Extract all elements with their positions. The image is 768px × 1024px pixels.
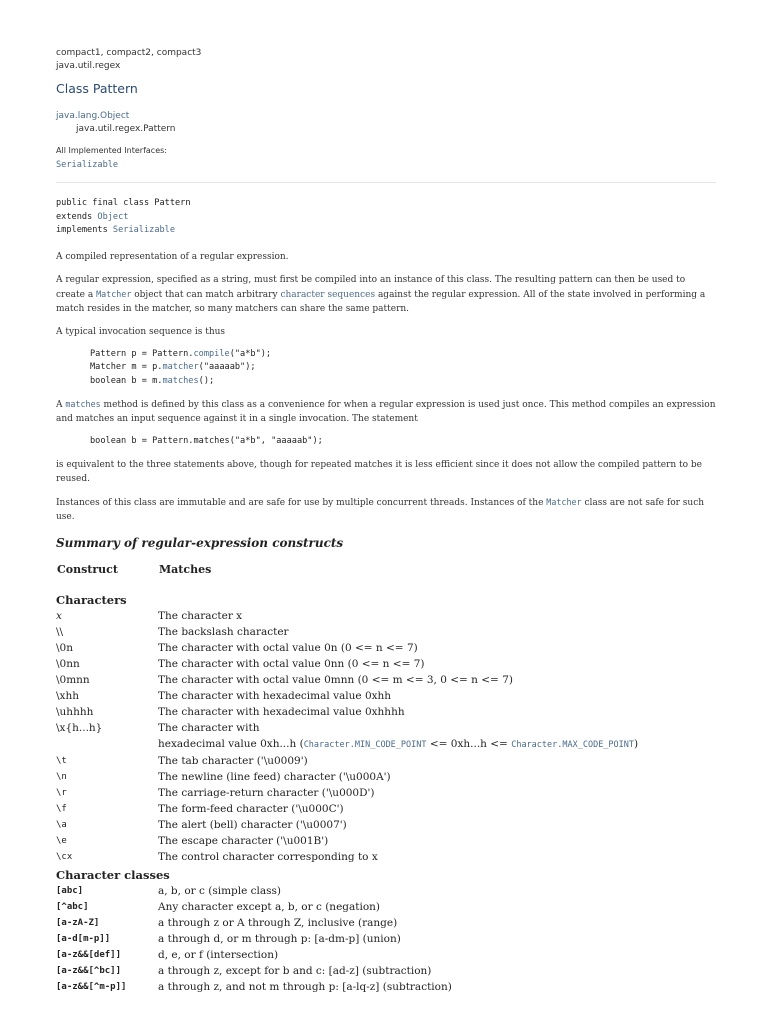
match-cell: The character with octal value 0n (0 <= n <= 7) bbox=[158, 641, 418, 654]
char-sequences-link[interactable]: character sequences bbox=[280, 289, 376, 300]
matches-link[interactable]: matches bbox=[65, 399, 101, 409]
table-row bbox=[56, 979, 716, 995]
match-cell: d, e, or f (intersection) bbox=[158, 948, 279, 961]
table-row bbox=[56, 931, 716, 947]
inheritance-tree bbox=[56, 110, 716, 136]
construct-cell: [^abc] bbox=[56, 901, 89, 912]
table-row bbox=[56, 801, 716, 817]
implements-serializable-link[interactable]: Serializable bbox=[112, 225, 176, 235]
code-example-2: boolean b = Pattern.matches("a*b", "aaaaab"); bbox=[90, 436, 323, 446]
construct-cell: \e bbox=[56, 835, 67, 846]
construct-cell: \0nn bbox=[56, 657, 80, 670]
match-text: <= 0xh...h <= bbox=[426, 737, 512, 750]
code1-l3-pre: boolean b = m. bbox=[90, 375, 163, 386]
code1-l1-post: ("a*b"); bbox=[229, 348, 272, 359]
construct-cell: \a bbox=[56, 819, 67, 830]
matcher-link[interactable]: Matcher bbox=[96, 288, 132, 299]
divider bbox=[56, 182, 716, 183]
match-cell: The alert (bell) character ('\u0007') bbox=[158, 818, 347, 831]
construct-cell: [a-d[m-p]] bbox=[56, 933, 111, 944]
desc-p5: is equivalent to the three statements above, though for repeated matches it is less efficient since it does not allow the compiled pattern to be reused. bbox=[56, 459, 702, 484]
table-row bbox=[56, 963, 716, 979]
code1-l1-pre: Pattern p = Pattern. bbox=[90, 348, 194, 359]
construct-cell: \n bbox=[56, 771, 67, 782]
code1-l2-post: ("aaaaab"); bbox=[198, 362, 256, 372]
match-cell: a through z or A through Z, inclusive (range) bbox=[158, 916, 398, 929]
match-line-2 bbox=[158, 736, 716, 753]
table-row bbox=[56, 849, 716, 865]
construct-cell: x bbox=[56, 609, 62, 622]
match-cell: The character with hexadecimal value 0xhhhh bbox=[158, 705, 405, 718]
table-row bbox=[56, 640, 716, 656]
desc-p2-text-a: A regular expression, specified as a string, must first be compiled into an instance of this class. The resulting pattern can then be used to create a bbox=[56, 274, 686, 300]
match-cell: Any character except a, b, or c (negation) bbox=[158, 900, 381, 913]
compile-link[interactable]: compile bbox=[193, 348, 230, 359]
construct-cell: [a-zA-Z] bbox=[56, 917, 100, 928]
classes-heading: Character classes bbox=[56, 867, 170, 882]
serializable-link[interactable]: Serializable bbox=[56, 160, 119, 170]
table-row bbox=[56, 720, 716, 753]
desc-p3: A typical invocation sequence is thus bbox=[56, 326, 226, 337]
match-cell: The form-feed character ('\u000C') bbox=[158, 802, 344, 815]
construct-cell: \\ bbox=[56, 625, 64, 638]
desc-p6-text-b: class are not safe for such use. bbox=[56, 497, 705, 522]
match-cell: a through d, or m through p: [a-dm-p] (union) bbox=[158, 932, 401, 945]
desc-p6-text-a: Instances of this class are immutable and are safe for use by multiple concurrent threads. Instances of the bbox=[56, 497, 547, 508]
desc-p4-text-b: method is defined by this class as a convenience for when a regular expression is used just once. This method compiles an expression and matches an input sequence against it in a single invocation. The statement bbox=[56, 400, 716, 424]
table-row bbox=[56, 915, 716, 931]
code1-l3-post: (); bbox=[198, 375, 215, 386]
construct-cell: \t bbox=[56, 755, 67, 766]
table-row bbox=[56, 899, 716, 915]
desc-p2-text-c: against the regular expression. All of the state involved in performing a match resides in the matcher, so many matchers can share the same pattern. bbox=[56, 289, 706, 314]
table-row bbox=[56, 688, 716, 704]
summary-heading: Summary of regular-expression constructs bbox=[56, 535, 344, 550]
construct-cell: \0n bbox=[56, 641, 73, 654]
construct-cell: [a-z&&[def]] bbox=[56, 949, 122, 960]
desc-p1: A compiled representation of a regular expression. bbox=[56, 251, 289, 262]
matcher-method-link[interactable]: matcher bbox=[162, 362, 199, 372]
decl-extends-kw: extends bbox=[56, 211, 98, 222]
match-cell: The backslash character bbox=[158, 625, 289, 638]
profiles-label: compact1, compact2, compact3 bbox=[56, 48, 202, 58]
construct-cell: \f bbox=[56, 803, 67, 814]
construct-cell: [a-z&&[^bc]] bbox=[56, 965, 122, 976]
desc-p2 bbox=[56, 273, 716, 316]
class-declaration bbox=[56, 197, 716, 238]
code1-l2-pre: Matcher m = p. bbox=[90, 362, 163, 372]
match-cell: The character with octal value 0nn (0 <= n <= 7) bbox=[158, 657, 425, 670]
matcher-class-link[interactable]: Matcher bbox=[546, 496, 582, 507]
code-point-link[interactable]: Character.MAX_CODE_POINT bbox=[511, 739, 635, 750]
javadoc-page bbox=[56, 47, 716, 995]
match-text: ) bbox=[634, 737, 639, 750]
parent-class-link[interactable]: java.lang.Object bbox=[56, 111, 130, 121]
interfaces-label: All Implemented Interfaces: bbox=[56, 146, 167, 155]
table-row bbox=[56, 947, 716, 963]
match-cell: The character x bbox=[158, 609, 243, 622]
match-cell: a through z, and not m through p: [a-lq-z] (subtraction) bbox=[158, 980, 452, 993]
col-construct: Construct bbox=[57, 562, 118, 576]
object-link[interactable]: Object bbox=[97, 211, 129, 222]
match-cell: The newline (line feed) character ('\u000A') bbox=[158, 770, 391, 783]
package-label: java.util.regex bbox=[56, 61, 121, 71]
matches-method-link[interactable]: matches bbox=[162, 375, 199, 386]
desc-p4-text-a: A bbox=[56, 400, 66, 410]
match-line-1: The character with bbox=[158, 721, 260, 734]
desc-p2-text-b: object that can match arbitrary bbox=[131, 289, 281, 300]
construct-cell: \xhh bbox=[56, 689, 79, 702]
construct-cell: \cx bbox=[56, 851, 73, 862]
construct-cell: \uhhhh bbox=[56, 705, 94, 718]
classes-section bbox=[56, 865, 716, 995]
match-cell: The tab character ('\u0009') bbox=[158, 754, 308, 767]
match-cell: The control character corresponding to x bbox=[158, 850, 378, 863]
match-cell: The character with octal value 0mnn (0 <= m <= 3, 0 <= n <= 7) bbox=[158, 673, 513, 686]
construct-cell: \r bbox=[56, 787, 67, 798]
constructs-table bbox=[56, 562, 716, 995]
table-row bbox=[56, 883, 716, 899]
construct-cell: \0mnn bbox=[56, 673, 90, 686]
match-text: hexadecimal value 0xh...h ( bbox=[158, 737, 304, 750]
code-point-link[interactable]: Character.MIN_CODE_POINT bbox=[303, 739, 427, 750]
table-row bbox=[56, 704, 716, 720]
table-row bbox=[56, 656, 716, 672]
this-class-label: java.util.regex.Pattern bbox=[76, 124, 176, 134]
table-row bbox=[56, 817, 716, 833]
table-row bbox=[56, 753, 716, 769]
col-matches: Matches bbox=[159, 562, 212, 576]
table-row bbox=[56, 624, 716, 640]
match-cell: a through z, except for b and c: [ad-z] (subtraction) bbox=[158, 964, 432, 977]
table-row bbox=[56, 672, 716, 688]
match-cell: The escape character ('\u001B') bbox=[158, 834, 329, 847]
construct-cell: \x{h...h} bbox=[56, 721, 103, 734]
code-example-1 bbox=[56, 348, 716, 389]
table-row bbox=[56, 608, 716, 624]
characters-section bbox=[56, 590, 716, 865]
table-row bbox=[56, 785, 716, 801]
construct-cell: [a-z&&[^m-p]] bbox=[56, 981, 127, 992]
desc-p6 bbox=[56, 495, 716, 524]
match-cell bbox=[158, 720, 716, 753]
desc-p4 bbox=[56, 397, 716, 426]
page-title: Class Pattern bbox=[56, 81, 138, 96]
table-row bbox=[56, 769, 716, 785]
table-row bbox=[56, 833, 716, 849]
match-cell: The carriage-return character ('\u000D') bbox=[158, 786, 375, 799]
characters-heading: Characters bbox=[56, 592, 127, 607]
match-cell: a, b, or c (simple class) bbox=[158, 884, 282, 897]
decl-implements-kw: implements bbox=[56, 225, 113, 235]
match-cell: The character with hexadecimal value 0xhh bbox=[158, 689, 392, 702]
construct-cell: [abc] bbox=[56, 885, 84, 896]
decl-line1: public final class Pattern bbox=[56, 198, 191, 208]
